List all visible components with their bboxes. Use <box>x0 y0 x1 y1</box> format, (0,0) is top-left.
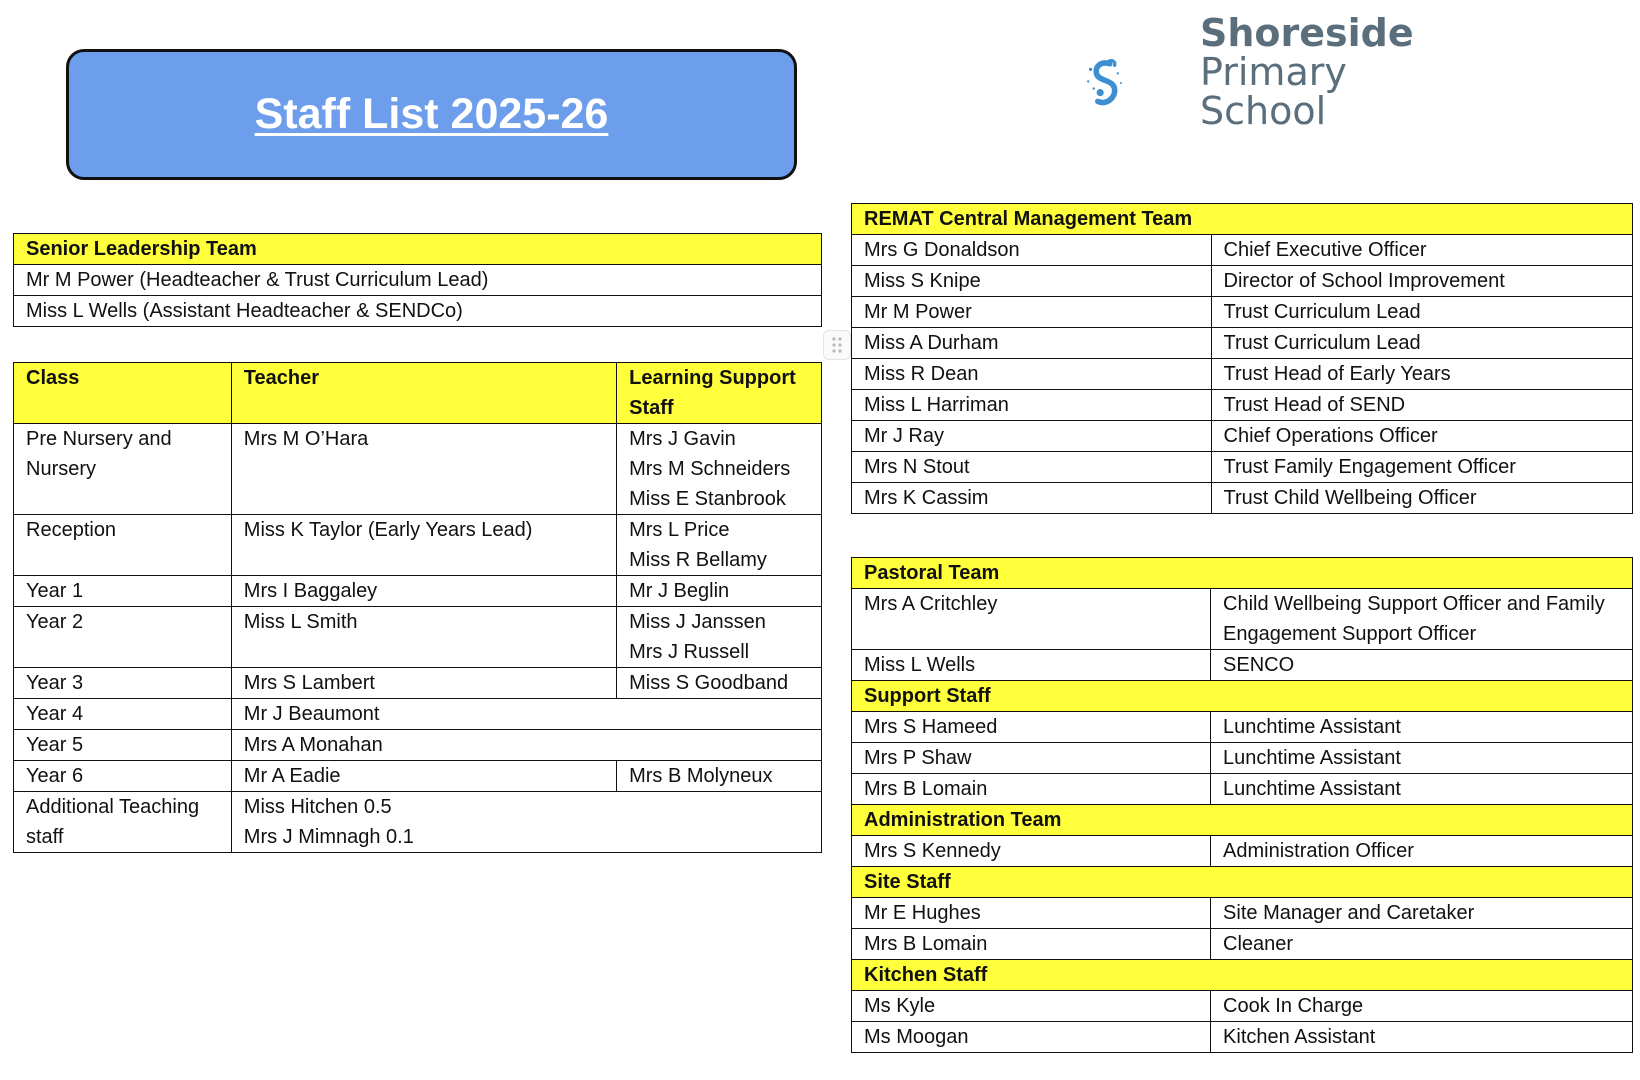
support-staff-cell-line: Miss S Goodband <box>629 672 789 694</box>
senior-leadership-heading: Senior Leadership Team <box>14 234 822 265</box>
title-banner <box>66 49 797 180</box>
teacher-cell-line: Miss K Taylor (Early Years Lead) <box>243 519 533 541</box>
staff-name: Miss R Dean <box>852 359 1212 390</box>
table-row <box>852 929 1633 960</box>
staff-role <box>1211 650 1633 681</box>
staff-role: Trust Head of SEND <box>1211 390 1632 421</box>
staff-role <box>1211 836 1633 867</box>
staff-role: Trust Child Wellbeing Officer <box>1211 483 1632 514</box>
class-cell-line: Year 4 <box>26 703 84 725</box>
teacher-cell <box>231 761 616 792</box>
class-cell-line: Year 5 <box>26 734 84 756</box>
support-staff-cell <box>617 607 822 668</box>
table-row <box>852 836 1633 867</box>
table-row <box>852 390 1633 421</box>
staff-role-line: Administration Officer <box>1223 840 1414 862</box>
staff-name: Ms Kyle <box>852 991 1211 1022</box>
staff-name: Mrs K Cassim <box>852 483 1212 514</box>
table-row <box>14 424 822 515</box>
table-row <box>14 607 822 668</box>
class-cell-line: Year 6 <box>26 765 84 787</box>
team-heading-row <box>852 681 1633 712</box>
table-row <box>852 589 1633 650</box>
table-row <box>852 898 1633 929</box>
teacher-cell-line: Mrs J Mimnagh 0.1 <box>243 826 414 848</box>
staff-name: Mrs P Shaw <box>852 743 1211 774</box>
staff-role-line: Cook In Charge <box>1223 995 1364 1017</box>
table-row <box>14 699 822 730</box>
class-cell-line: Year 3 <box>26 672 84 694</box>
table-row <box>14 730 822 761</box>
staff-name: Mrs A Critchley <box>852 589 1211 650</box>
table-row <box>852 1022 1633 1053</box>
teacher-cell <box>231 576 616 607</box>
teacher-cell-line: Miss Hitchen 0.5 <box>243 796 392 818</box>
page-title: Staff List 2025-26 <box>254 90 609 138</box>
support-staff-cell-line: Mrs B Molyneux <box>629 765 773 787</box>
logo-line-shoreside: Shoreside <box>1200 11 1414 55</box>
staff-role: Trust Curriculum Lead <box>1211 297 1632 328</box>
support-staff-cell <box>617 668 822 699</box>
column-header-teacher: Teacher <box>231 363 616 424</box>
staff-role: Chief Operations Officer <box>1211 421 1632 452</box>
support-staff-cell <box>617 761 822 792</box>
staff-role-line: Cleaner <box>1223 933 1294 955</box>
class-cell-line: Year 1 <box>26 580 84 602</box>
table-row <box>852 452 1633 483</box>
team-heading-row <box>852 805 1633 836</box>
teacher-cell-line: Miss L Smith <box>243 611 358 633</box>
staff-name: Mrs S Hameed <box>852 712 1211 743</box>
logo-line-school: School <box>1200 89 1327 133</box>
support-staff-cell-line: Miss J Janssen <box>629 611 766 633</box>
table-row <box>852 483 1633 514</box>
staff-role-line: Engagement Support Officer <box>1223 623 1477 645</box>
class-cell <box>14 424 232 515</box>
teacher-cell-line: Mrs A Monahan <box>243 734 383 756</box>
staff-name: Mrs G Donaldson <box>852 235 1212 266</box>
support-staff-cell-line: Mrs L Price <box>629 519 730 541</box>
teacher-cell <box>231 515 616 576</box>
table-row <box>852 266 1633 297</box>
staff-role <box>1211 929 1633 960</box>
table-row <box>14 761 822 792</box>
class-cell <box>14 730 232 761</box>
staff-name: Miss L Harriman <box>852 390 1212 421</box>
staff-role <box>1211 991 1633 1022</box>
school-logo-text <box>1200 11 1414 133</box>
team-heading-row <box>852 867 1633 898</box>
staff-role <box>1211 774 1633 805</box>
staff-role-line: Lunchtime Assistant <box>1223 716 1401 738</box>
table-row <box>852 650 1633 681</box>
staff-role: Trust Family Engagement Officer <box>1211 452 1632 483</box>
teacher-cell-line: Mr J Beaumont <box>243 703 380 725</box>
class-cell <box>14 699 232 730</box>
staff-role-line: Lunchtime Assistant <box>1223 747 1401 769</box>
table-row <box>14 515 822 576</box>
class-cell <box>14 607 232 668</box>
class-cell-line: Reception <box>26 519 117 541</box>
staff-name: Mr J Ray <box>852 421 1212 452</box>
senior-leadership-table <box>13 233 822 327</box>
drag-grip-icon <box>831 336 843 354</box>
staff-name: Ms Moogan <box>852 1022 1211 1053</box>
column-header-class: Class <box>14 363 232 424</box>
staff-name: Mrs B Lomain <box>852 774 1211 805</box>
column-header-learning-support: Learning Support Staff <box>617 363 822 424</box>
class-cell <box>14 515 232 576</box>
class-cell <box>14 761 232 792</box>
central-management-table <box>851 203 1633 514</box>
class-cell-line: Pre Nursery and <box>26 428 172 450</box>
staff-name: Miss A Durham <box>852 328 1212 359</box>
staff-role-line: Site Manager and Caretaker <box>1223 902 1475 924</box>
staff-name: Mrs S Kennedy <box>852 836 1211 867</box>
table-drag-handle[interactable] <box>823 330 851 360</box>
team-heading: Kitchen Staff <box>852 960 1633 991</box>
class-staff-table <box>13 362 822 853</box>
staff-name: Mrs B Lomain <box>852 929 1211 960</box>
support-staff-cell-line: Mrs J Gavin <box>629 428 736 450</box>
team-heading: Support Staff <box>852 681 1633 712</box>
table-row <box>852 712 1633 743</box>
staff-role: Trust Head of Early Years <box>1211 359 1632 390</box>
staff-role <box>1211 712 1633 743</box>
teacher-cell-line: Mrs S Lambert <box>243 672 375 694</box>
staff-role: Chief Executive Officer <box>1211 235 1632 266</box>
school-teams-table <box>851 557 1633 1053</box>
support-staff-cell <box>617 515 822 576</box>
staff-role <box>1211 743 1633 774</box>
table-row <box>852 297 1633 328</box>
staff-role-line: Lunchtime Assistant <box>1223 778 1401 800</box>
teacher-cell <box>231 424 616 515</box>
senior-leadership-member: Mr M Power (Headteacher & Trust Curriculum Lead) <box>14 265 822 296</box>
class-cell-line: Additional Teaching <box>26 796 200 818</box>
teacher-cell <box>231 730 821 761</box>
table-row <box>14 792 822 853</box>
teacher-cell-line: Mr A Eadie <box>243 765 341 787</box>
support-staff-cell <box>617 424 822 515</box>
logo-line-primary: Primary <box>1200 50 1347 94</box>
table-row <box>14 668 822 699</box>
team-heading: Administration Team <box>852 805 1633 836</box>
staff-role-line: SENCO <box>1223 654 1295 676</box>
team-heading: Site Staff <box>852 867 1633 898</box>
staff-name: Mr M Power <box>852 297 1212 328</box>
central-management-heading: REMAT Central Management Team <box>852 204 1633 235</box>
team-heading-row <box>852 558 1633 589</box>
class-cell <box>14 668 232 699</box>
class-cell-line: Year 2 <box>26 611 84 633</box>
support-staff-cell-line: Mrs M Schneiders <box>629 458 791 480</box>
support-staff-cell-line: Mr J Beglin <box>629 580 730 602</box>
team-heading-row <box>852 960 1633 991</box>
class-cell-line: staff <box>26 826 64 848</box>
staff-role: Trust Curriculum Lead <box>1211 328 1632 359</box>
table-row <box>852 328 1633 359</box>
team-heading: Pastoral Team <box>852 558 1633 589</box>
table-row <box>852 235 1633 266</box>
table-row <box>852 774 1633 805</box>
support-staff-cell-line: Mrs J Russell <box>629 641 750 663</box>
seahorse-icon <box>1085 10 1205 160</box>
teacher-cell-line: Mrs I Baggaley <box>243 580 378 602</box>
teacher-cell <box>231 668 616 699</box>
table-row <box>852 743 1633 774</box>
staff-role <box>1211 898 1633 929</box>
staff-role-line: Child Wellbeing Support Officer and Family <box>1223 593 1605 615</box>
staff-role <box>1211 1022 1633 1053</box>
staff-name: Mr E Hughes <box>852 898 1211 929</box>
senior-leadership-member: Miss L Wells (Assistant Headteacher & SENDCo) <box>14 296 822 327</box>
support-staff-cell-line: Miss R Bellamy <box>629 549 767 571</box>
staff-role-line: Kitchen Assistant <box>1223 1026 1376 1048</box>
teacher-cell <box>231 792 821 853</box>
staff-name: Mrs N Stout <box>852 452 1212 483</box>
class-table-header-row <box>14 363 822 424</box>
support-staff-cell-line: Miss E Stanbrook <box>629 488 786 510</box>
class-cell <box>14 792 232 853</box>
staff-role <box>1211 589 1633 650</box>
teacher-cell-line: Mrs M O’Hara <box>243 428 369 450</box>
table-row <box>14 576 822 607</box>
support-staff-cell <box>617 576 822 607</box>
table-row <box>852 421 1633 452</box>
table-row <box>852 991 1633 1022</box>
staff-role: Director of School Improvement <box>1211 266 1632 297</box>
staff-name: Miss S Knipe <box>852 266 1212 297</box>
table-row <box>852 359 1633 390</box>
teacher-cell <box>231 699 821 730</box>
class-cell <box>14 576 232 607</box>
staff-name: Miss L Wells <box>852 650 1211 681</box>
class-cell-line: Nursery <box>26 458 97 480</box>
teacher-cell <box>231 607 616 668</box>
